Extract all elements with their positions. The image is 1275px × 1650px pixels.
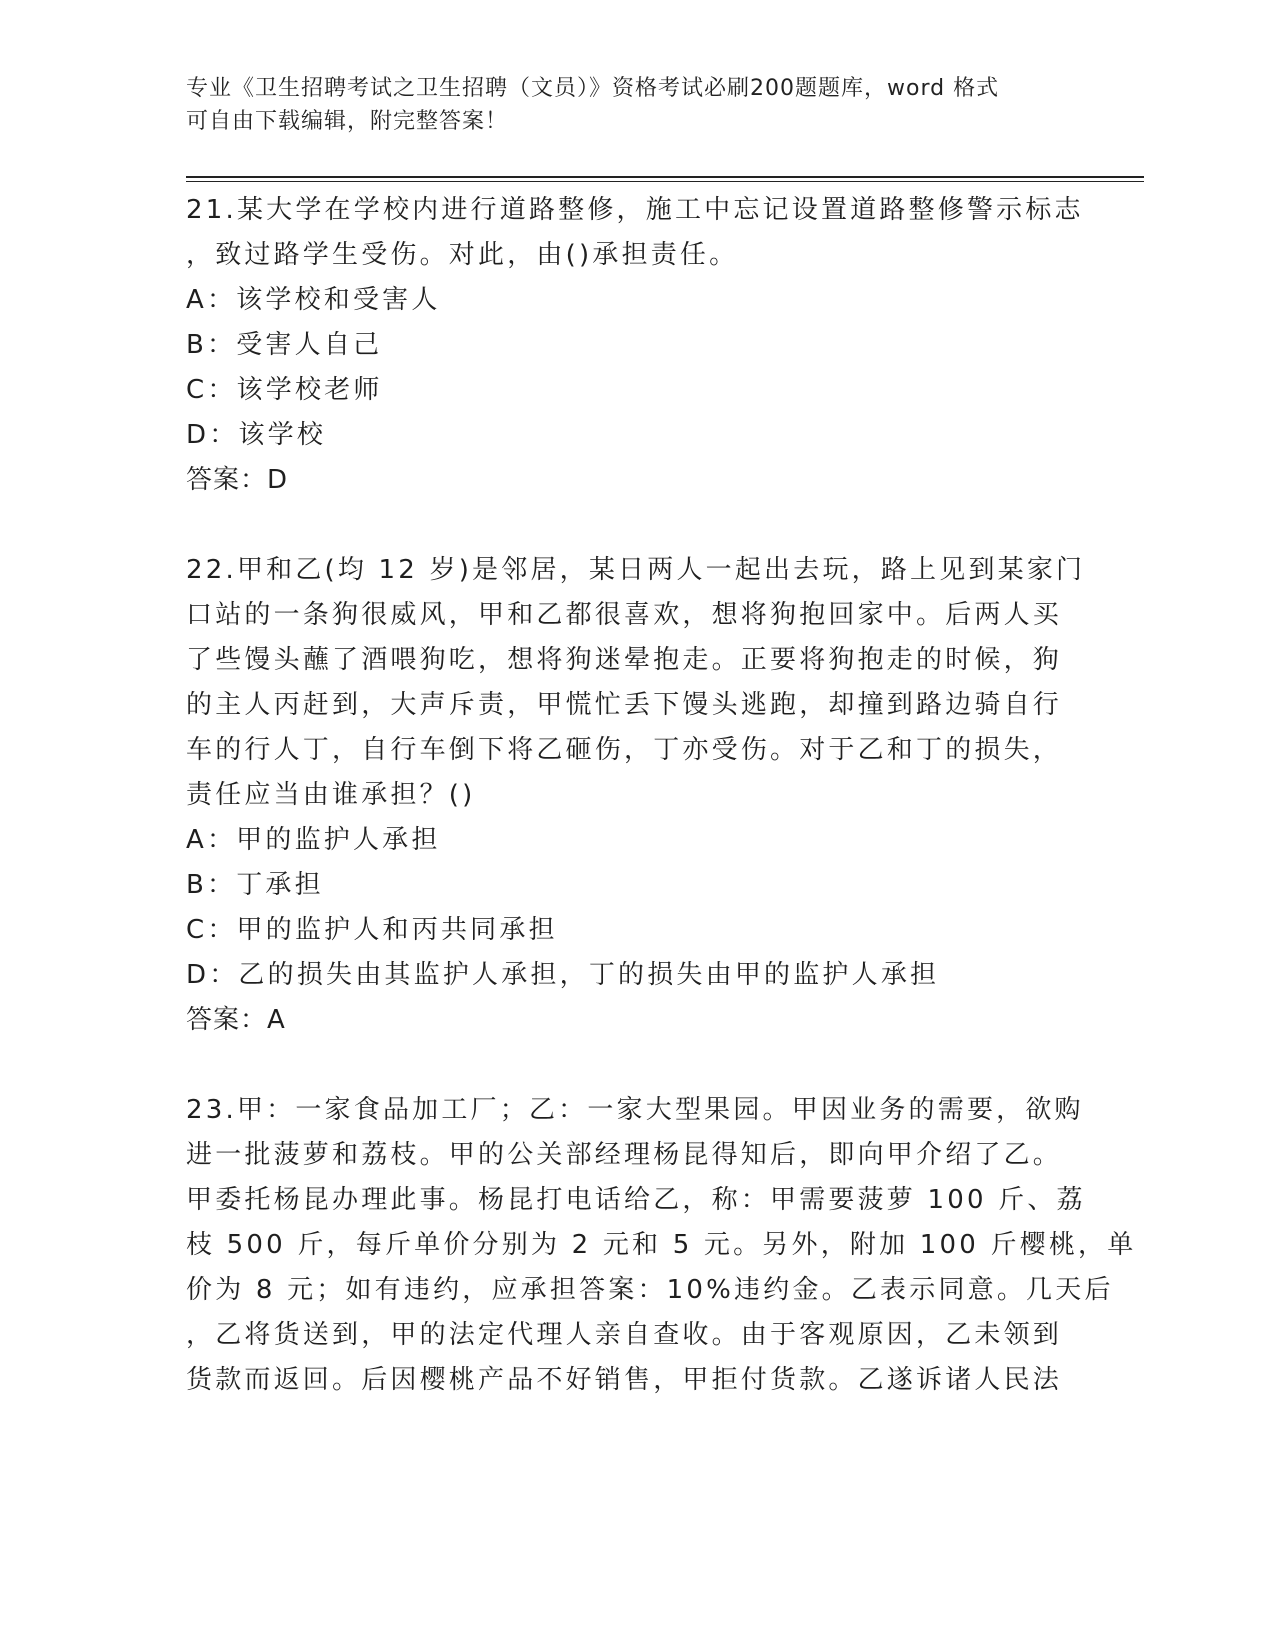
option-a: A：该学校和受害人 [186, 285, 441, 315]
answer-line: 答案：D [186, 465, 289, 495]
document-header [186, 72, 1086, 138]
answer-line: 答案：A [186, 1005, 286, 1035]
option-c: C：该学校老师 [186, 375, 383, 405]
question-text-line: 23.甲：一家食品加工厂；乙：一家大型果园。甲因业务的需要，欲购 [186, 1095, 1084, 1125]
header-line-2: 可自由下载编辑，附完整答案！ [186, 109, 509, 134]
question-list [186, 188, 1137, 1403]
question-text-line: 21.某大学在学校内进行道路整修，施工中忘记设置道路整修警示标志 [186, 195, 1084, 225]
header-line-1: 专业《卫生招聘考试之卫生招聘（文员）》资格考试必刷200题题库，word 格式 [186, 76, 1000, 101]
question-text-line: 的主人丙赶到，大声斥责，甲慌忙丢下馒头逃跑，却撞到路边骑自行 [186, 690, 1063, 720]
option-d: D：乙的损失由其监护人承担，丁的损失由甲的监护人承担 [186, 960, 940, 990]
question-text-line: 车的行人丁，自行车倒下将乙砸伤，丁亦受伤。对于乙和丁的损失， [186, 735, 1063, 765]
option-b: B：丁承担 [186, 870, 324, 900]
question-spacer [186, 503, 1086, 548]
question-text-line: 进一批菠萝和荔枝。甲的公关部经理杨昆得知后，即向甲介绍了乙。 [186, 1140, 1063, 1170]
question-text-line: 22.甲和乙(均 12 岁)是邻居，某日两人一起出去玩，路上见到某家门 [186, 555, 1086, 585]
header-divider-thick [186, 176, 1144, 178]
header-divider-thin [186, 181, 1144, 182]
option-d: D：该学校 [186, 420, 327, 450]
option-a: A：甲的监护人承担 [186, 825, 441, 855]
question-spacer [186, 1043, 1086, 1088]
question-text-line: 口站的一条狗很威风，甲和乙都很喜欢，想将狗抱回家中。后两人买 [186, 600, 1063, 630]
question-22 [186, 548, 1086, 1043]
question-text-line: 甲委托杨昆办理此事。杨昆打电话给乙，称：甲需要菠萝 100 斤、荔 [186, 1185, 1086, 1215]
question-text-line: ，致过路学生受伤。对此，由()承担责任。 [186, 240, 739, 270]
question-text-line: 货款而返回。后因樱桃产品不好销售，甲拒付货款。乙遂诉诸人民法 [186, 1365, 1063, 1395]
question-text-line: 责任应当由谁承担？() [186, 780, 476, 810]
question-23 [186, 1088, 1137, 1403]
question-text-line: 了些馒头蘸了酒喂狗吃，想将狗迷晕抱走。正要将狗抱走的时候，狗 [186, 645, 1063, 675]
option-c: C：甲的监护人和丙共同承担 [186, 915, 558, 945]
option-b: B：受害人自己 [186, 330, 383, 360]
question-text-line: 枝 500 斤，每斤单价分别为 2 元和 5 元。另外，附加 100 斤樱桃，单 [186, 1230, 1137, 1260]
question-text-line: ，乙将货送到，甲的法定代理人亲自查收。由于客观原因，乙未领到 [186, 1320, 1063, 1350]
question-text-line: 价为 8 元；如有违约，应承担答案：10%违约金。乙表示同意。几天后 [186, 1275, 1114, 1305]
question-21 [186, 188, 1086, 503]
